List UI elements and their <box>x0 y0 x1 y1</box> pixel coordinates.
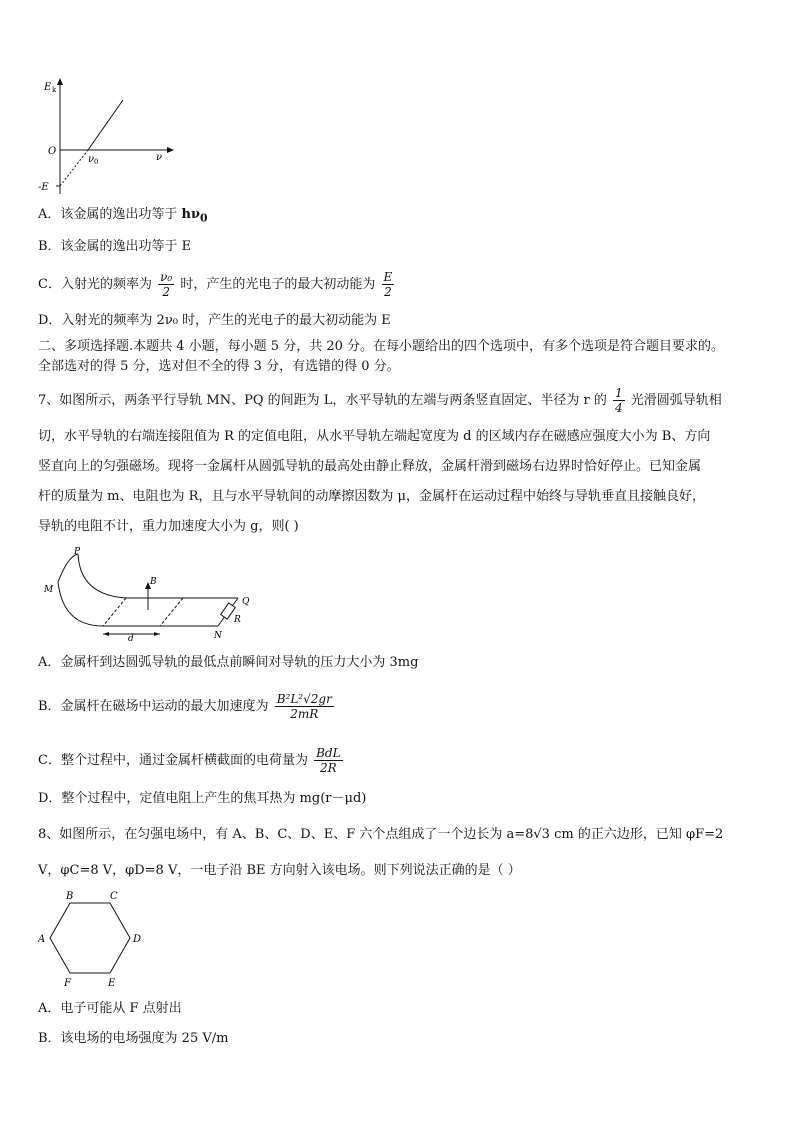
fig-label-b: B <box>150 577 157 587</box>
q7-option-c-frac <box>314 746 342 775</box>
fig-label-n: N <box>214 631 222 641</box>
graph-ylabel: E <box>44 82 52 93</box>
q8-option-b: B．该电场的电场强度为 25 V/m <box>38 1031 229 1046</box>
q7-option-b <box>38 692 336 721</box>
q7-line5: 导轨的电阻不计，重力加速度大小为 g，则( ) <box>38 519 299 534</box>
q6-option-a <box>38 206 208 228</box>
q6-option-a-sub: 0 <box>200 211 208 225</box>
q6-option-a-text: A．该金属的逸出功等于 <box>38 207 178 222</box>
section2-line2: 全部选对的得 5 分，选对但不全的得 3 分，有选错的得 0 分。 <box>38 359 400 374</box>
hexagon-diagram <box>38 888 158 992</box>
fig-label-m: M <box>44 585 54 595</box>
fig-label-q: Q <box>242 597 250 607</box>
graph-neg-e: -E <box>38 182 49 193</box>
fig-label-r: R <box>234 615 241 625</box>
q7-option-d: D．整个过程中，定值电阻上产生的焦耳热为 mg(r－μd) <box>38 791 367 806</box>
graph-origin: O <box>48 146 57 157</box>
graph-v0: ν <box>88 154 95 165</box>
frac-num: B²L²√2gr <box>276 692 332 706</box>
hex-label-c: C <box>110 891 118 902</box>
q8-line1: 8、如图所示，在匀强电场中，有 A、B、C、D、E、F 六个点组成了一个边长为 a=8√3 cm 的正六边形，已知 φF=2 <box>38 827 724 842</box>
q6-option-d: D．入射光的频率为 2ν₀ 时，产生的光电子的最大初动能为 E <box>38 313 391 328</box>
q7-option-c-pre: C．整个过程中，通过金属杆横截面的电荷量为 <box>38 753 308 768</box>
section2-line1: 二、多项选择题.本题共 4 小题，每小题 5 分，共 20 分。在每小题给出的四个选项中，有多个选项是符合题目要求的。 <box>38 339 725 354</box>
q7-line1-pre: 7、如图所示，两条平行导轨 MN、PQ 的间距为 L，水平导轨的左端与两条竖直固定、半径为 r 的 <box>38 393 607 408</box>
q7-line1-post: 光滑圆弧导轨相 <box>630 393 722 408</box>
hex-label-e: E <box>108 978 116 989</box>
q6-option-c-pre: C．入射光的频率为 <box>38 277 152 292</box>
frac-den: 4 <box>615 401 623 415</box>
frac-num: E <box>383 270 393 284</box>
graph-ylabel-sub: k <box>52 86 57 94</box>
q6-option-b: B．该金属的逸出功等于 E <box>38 239 192 254</box>
fig-label-p: P <box>74 547 81 557</box>
q6-option-c-frac2 <box>382 270 395 299</box>
q8-line2: V，φC=8 V，φD=8 V，一电子沿 BE 方向射入该电场。则下列说法正确的是（ ） <box>38 863 521 878</box>
q7-quarter-frac <box>613 386 625 415</box>
hex-label-f: F <box>64 978 71 989</box>
q6-option-c-frac1 <box>158 270 174 299</box>
graph-xlabel: ν <box>156 152 163 163</box>
frac-den: 2 <box>162 285 170 299</box>
q7-option-a: A．金属杆到达圆弧导轨的最低点前瞬间对导轨的压力大小为 3mg <box>38 655 419 670</box>
q7-option-b-pre: B．金属杆在磁场中运动的最大加速度为 <box>38 699 269 714</box>
q6-option-c-mid: 时，产生的光电子的最大初动能为 <box>180 277 376 292</box>
q7-line4: 杆的质量为 m、电阻也为 R，且与水平导轨间的动摩擦因数为 μ，金属杆在运动过程中始终与导轨垂直且接触良好， <box>38 489 705 504</box>
frac-den: 2R <box>319 761 337 775</box>
frac-den: 2mR <box>290 707 319 721</box>
q7-line2: 切，水平导轨的右端连接阻值为 R 的定值电阻，从水平导轨左端起宽度为 d 的区域内存在磁感应强度大小为 B、方向 <box>38 429 711 444</box>
q8-option-a: A．电子可能从 F 点射出 <box>38 1001 182 1016</box>
frac-num: 1 <box>615 386 623 400</box>
frac-den: 2 <box>384 285 392 299</box>
fig-label-d: d <box>128 634 134 644</box>
q7-line3: 竖直向上的匀强磁场。现将一金属杆从圆弧导轨的最高处由静止释放，金属杆滑到磁场右边界时恰好停止。已知金属 <box>38 459 702 474</box>
graph-v0-sub: 0 <box>94 158 99 166</box>
q7-option-c <box>38 746 345 775</box>
hex-label-d: D <box>133 934 142 945</box>
ek-frequency-graph <box>38 76 178 196</box>
frac-num: BdL <box>316 746 341 760</box>
hex-label-b: B <box>66 891 74 902</box>
hex-label-a: A <box>38 934 46 945</box>
q7-option-b-frac <box>275 692 334 721</box>
q6-option-c <box>38 270 396 299</box>
rail-diagram <box>38 546 268 646</box>
q7-line1 <box>38 386 722 415</box>
frac-num: ν₀ <box>160 270 173 284</box>
q6-option-a-value: hν <box>181 207 201 222</box>
